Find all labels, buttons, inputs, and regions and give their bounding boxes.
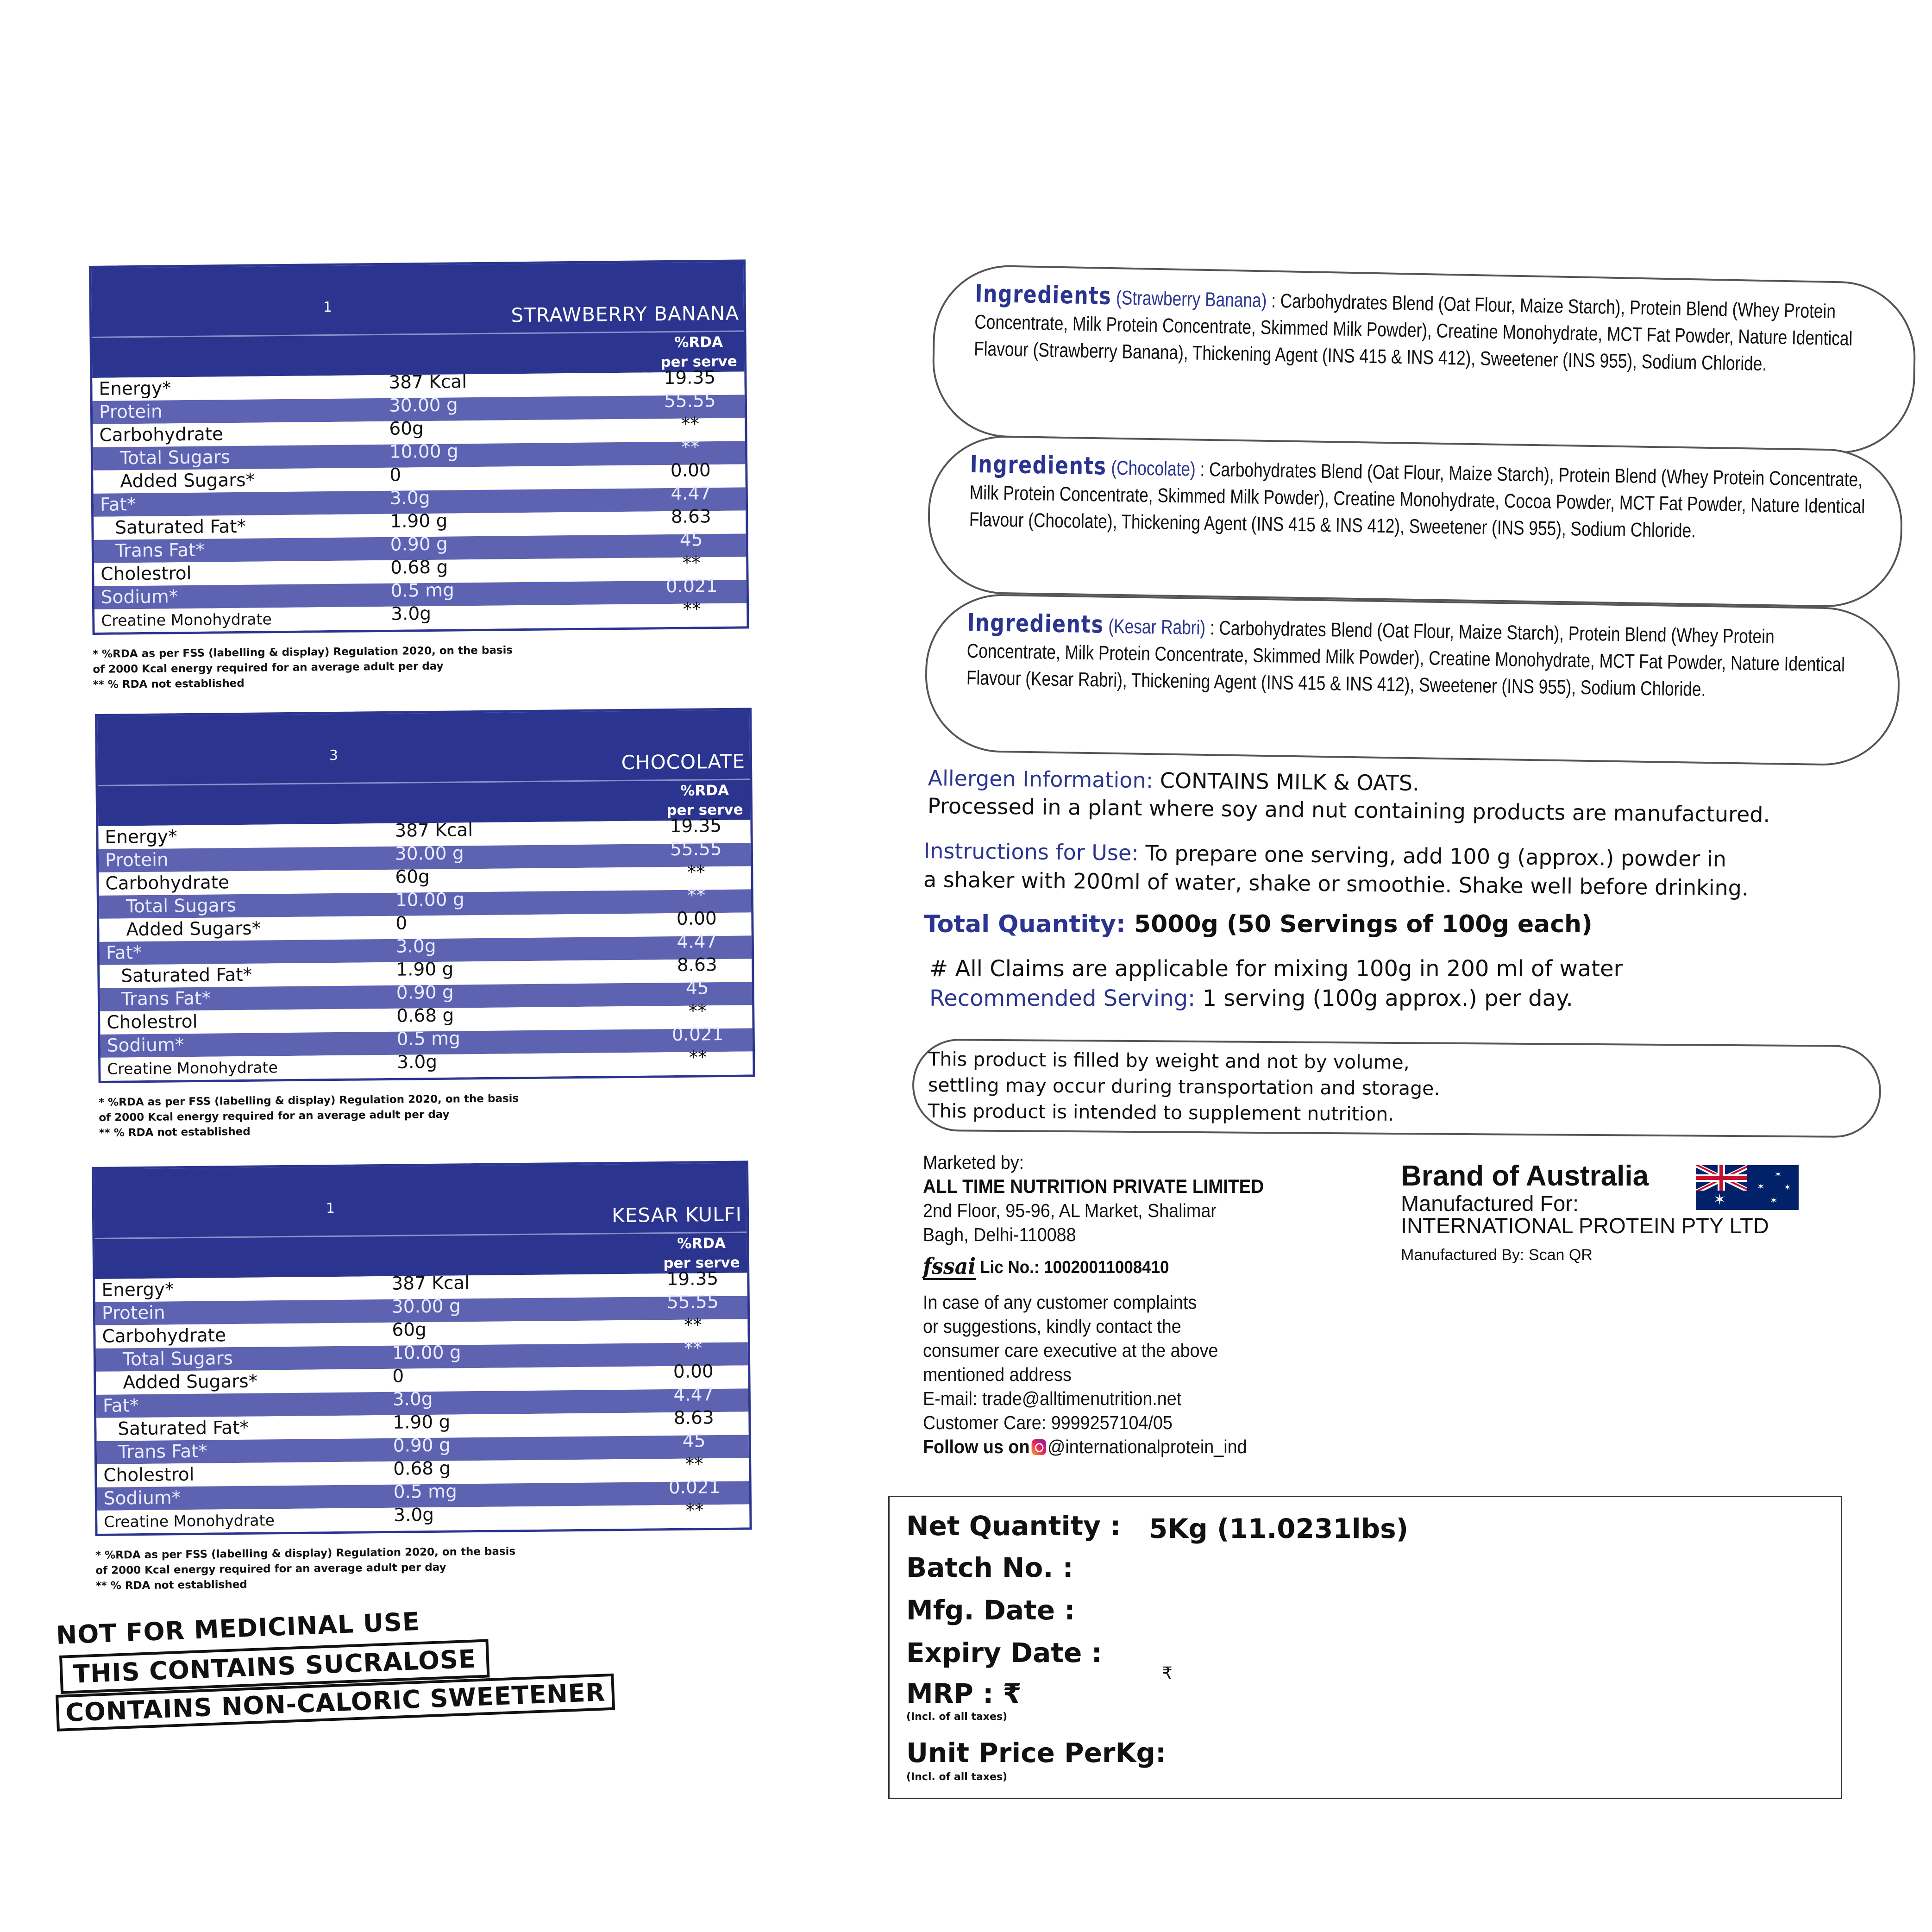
nutrient-rda: 19.35 xyxy=(666,1268,719,1290)
nutrient-name: Creatine Monohydrate xyxy=(101,610,272,630)
nutrient-rda: 0.021 xyxy=(665,576,718,597)
nutrition-panel-kesar-kulfi xyxy=(92,1160,753,1594)
nutrient-quantity: 0.5 mg xyxy=(393,1481,458,1503)
nutrient-quantity: 3.0g xyxy=(389,487,430,509)
mrp-tax-note: (Incl. of all taxes) xyxy=(906,1711,1008,1723)
footnote: * %RDA as per FSS (labelling & display) Regulation 2020, on the basis xyxy=(98,1092,519,1109)
nutrient-rda: ** xyxy=(683,599,701,620)
serving-number: 3 xyxy=(329,747,339,764)
ingredients-chocolate xyxy=(927,434,1903,608)
nutrient-name: Total Sugars xyxy=(122,1348,233,1370)
ingredients-heading: Ingredients xyxy=(970,450,1107,481)
nutrient-quantity: 60g xyxy=(395,866,430,888)
claims-note: # All Claims are applicable for mixing 100g in 200 ml of water xyxy=(929,956,1623,982)
nutrient-rda: ** xyxy=(685,1454,703,1475)
australia-flag-icon: ✶ ✶ ✶ ✶ ✶ xyxy=(1696,1165,1799,1210)
nutrient-name: Protein xyxy=(99,401,163,423)
nutrient-name: Cholestrol xyxy=(103,1464,194,1486)
email: E-mail: trade@alltimenutrition.net xyxy=(923,1388,1182,1409)
nutrient-name: Sodium* xyxy=(107,1035,184,1056)
nutrient-rda: 0.00 xyxy=(676,908,717,929)
nutrient-quantity: 0.68 g xyxy=(393,1458,451,1480)
nutrient-quantity: 10.00 g xyxy=(389,441,458,463)
nutrient-quantity: 0.90 g xyxy=(393,1435,451,1456)
rda-footnotes xyxy=(99,1089,756,1141)
nutrient-name: Carbohydrate xyxy=(102,1325,226,1347)
nutrient-quantity: 3.0g xyxy=(395,935,436,957)
unit-price-kg: Kg: xyxy=(1115,1737,1167,1769)
disclaimer-line-2: settling may occur during transportation and storage. xyxy=(928,1073,1440,1100)
marketer-address-2: Bagh, Delhi-110088 xyxy=(923,1224,1076,1245)
nutrient-name: Carbohydrate xyxy=(105,872,230,894)
nutrient-name: Fat* xyxy=(102,1395,139,1417)
nutrient-quantity: 0.68 g xyxy=(396,1005,454,1027)
disclaimer-line-3: This product is intended to supplement nutrition. xyxy=(928,1099,1394,1125)
unit-price-text: Unit Price Per xyxy=(906,1737,1116,1769)
nutrient-rda: 45 xyxy=(685,978,709,999)
ingredients-flavor: (Strawberry Banana) xyxy=(1116,287,1267,312)
nutrient-name: Total Sugars xyxy=(119,447,231,469)
nutrient-quantity: 30.00 g xyxy=(391,1296,461,1317)
allergen-information xyxy=(928,764,1770,828)
footnote: * %RDA as per FSS (labelling & display) Regulation 2020, on the basis xyxy=(95,1545,516,1562)
nutrient-quantity: 0.5 mg xyxy=(396,1028,461,1050)
nutrient-name: Energy* xyxy=(101,1279,174,1301)
footnote: ** % RDA not established xyxy=(99,1125,251,1139)
ingredients-text: : Carbohydrates Blend (Oat Flour, Maize Starch), Protein Blend (Whey Protein Concentrate, Milk Protein Concentrate, Skimmed Milk Powder), Creatine Monohydrate, MCT Fat Powder, Nature Identical Flavour (Kesar Rabri), Thickening Agent (INS 415 & INS 412), Sweetener (INS 955), Sodium Chloride. xyxy=(966,617,1845,701)
footnote: * %RDA as per FSS (labelling & display) Regulation 2020, on the basis xyxy=(92,644,513,660)
nutrient-rda: ** xyxy=(687,862,706,883)
flavor-title: CHOCOLATE xyxy=(621,750,746,774)
nutrient-rda: ** xyxy=(688,1001,707,1022)
marketer-company: ALL TIME NUTRITION PRIVATE LIMITED xyxy=(923,1175,1264,1197)
instructions-label: Instructions for Use: xyxy=(923,838,1139,866)
mrp-label: MRP : ₹ xyxy=(906,1678,1022,1709)
nutrient-quantity: 3.0g xyxy=(391,603,432,625)
nutrient-name: Fat* xyxy=(106,942,142,964)
nutrient-rda: ** xyxy=(682,552,701,574)
nutrient-quantity: 0.90 g xyxy=(390,533,448,555)
nutrient-rda: 0.00 xyxy=(673,1361,714,1382)
instructions-for-use xyxy=(923,836,1749,903)
expiry-date-label: Expiry Date : xyxy=(906,1637,1102,1669)
nutrient-quantity: 387 Kcal xyxy=(395,820,473,841)
nutrient-quantity: 60g xyxy=(389,418,424,439)
rda-footnotes xyxy=(93,640,750,693)
nutrient-rda: 4.47 xyxy=(671,483,711,504)
instagram-icon xyxy=(1031,1439,1046,1455)
allergen-text: CONTAINS MILK & OATS. xyxy=(1160,768,1419,796)
nutrient-name: Cholestrol xyxy=(107,1011,198,1033)
care-line-2: or suggestions, kindly contact the xyxy=(923,1316,1181,1337)
nutrient-name: Trans Fat* xyxy=(118,1441,208,1463)
care-line-1: In case of any customer complaints xyxy=(923,1292,1197,1313)
nutrient-name: Added Sugars* xyxy=(120,470,255,492)
nutrient-rda: ** xyxy=(681,414,700,435)
brand-title: Brand of Australia xyxy=(1401,1160,1649,1192)
ingredients-flavor: (Chocolate) xyxy=(1111,457,1196,481)
rda-subheader: per serve xyxy=(660,353,737,371)
nutrient-quantity: 0.68 g xyxy=(390,557,448,578)
instructions-line-2: a shaker with 200ml of water, shake or smoothie. Shake well before drinking. xyxy=(923,866,1749,901)
nutrient-name: Added Sugars* xyxy=(126,918,261,941)
nutrient-rda: 8.63 xyxy=(671,506,711,527)
nutrient-name: Saturated Fat* xyxy=(115,516,246,539)
nutrient-quantity: 0.90 g xyxy=(396,982,454,1004)
nutrient-rda: 8.63 xyxy=(677,954,717,976)
nutrient-quantity: 1.90 g xyxy=(393,1411,451,1433)
nutrient-name: Total Sugars xyxy=(125,895,237,917)
nutrient-quantity: 1.90 g xyxy=(390,510,448,532)
nutrient-rda: ** xyxy=(687,885,706,906)
nutrient-quantity: 1.90 g xyxy=(396,959,454,980)
nutrient-name: Saturated Fat* xyxy=(118,1417,249,1440)
disclaimer-box xyxy=(912,1039,1881,1138)
net-quantity-label: Net Quantity : xyxy=(906,1510,1121,1542)
footnote: of 2000 Kcal energy required for an average adult per day xyxy=(95,1561,446,1577)
net-quantity-value: 5Kg (11.0231lbs) xyxy=(1149,1513,1409,1544)
nutrient-name: Cholestrol xyxy=(100,563,192,585)
total-quantity-value: 5000g (50 Servings of 100g each) xyxy=(1134,910,1593,938)
nutrient-rda: 55.55 xyxy=(664,390,716,412)
serving-number: 1 xyxy=(326,1200,335,1217)
manufacturer-company: INTERNATIONAL PROTEIN PTY LTD xyxy=(1401,1213,1769,1238)
nutrient-name: Sodium* xyxy=(100,586,178,608)
footnote: of 2000 Kcal energy required for an average adult per day xyxy=(99,1108,450,1124)
instructions-text: To prepare one serving, add 100 g (approx.) powder in xyxy=(1145,841,1727,872)
nutrient-quantity: 3.0g xyxy=(394,1504,434,1526)
nutrient-rda: ** xyxy=(681,437,700,458)
manufactured-for-label: Manufactured For: xyxy=(1401,1191,1579,1216)
nutrient-rda: 45 xyxy=(682,1430,706,1452)
nutrient-name: Protein xyxy=(105,849,169,871)
total-quantity xyxy=(924,910,1593,938)
care-line-4: mentioned address xyxy=(923,1364,1072,1385)
nutrient-rda: 0.00 xyxy=(670,460,711,481)
nutrient-quantity: 3.0g xyxy=(397,1051,438,1073)
allergen-label: Allergen Information: xyxy=(928,765,1154,793)
nutrient-name: Trans Fat* xyxy=(115,539,205,562)
nutrient-rda: 19.35 xyxy=(670,815,722,837)
rda-header: %RDA xyxy=(680,782,729,799)
recommended-serving-label: Recommended Serving: xyxy=(929,985,1196,1011)
nutrient-rda: 55.55 xyxy=(670,839,722,860)
recommended-serving-text: 1 serving (100g approx.) per day. xyxy=(1202,985,1573,1011)
nutrition-panel-chocolate xyxy=(95,708,756,1141)
nutrient-rda: 4.47 xyxy=(677,931,717,953)
marketer-block xyxy=(923,1150,1264,1459)
ingredients-strawberry-banana xyxy=(931,264,1917,455)
nutrient-quantity: 0 xyxy=(392,1366,404,1387)
mrp-rupee-symbol: ₹ xyxy=(1162,1664,1173,1683)
nutrient-quantity: 10.00 g xyxy=(392,1342,461,1364)
rda-header: %RDA xyxy=(677,1235,726,1252)
rda-header: %RDA xyxy=(674,333,723,351)
nutrient-quantity: 387 Kcal xyxy=(389,371,467,393)
nutrient-quantity: 0.5 mg xyxy=(390,580,455,602)
nutrient-quantity: 0 xyxy=(395,913,408,934)
footnote: of 2000 Kcal energy required for an average adult per day xyxy=(93,660,444,676)
ingredients-text: : Carbohydrates Blend (Oat Flour, Maize Starch), Protein Blend (Whey Protein Concentrate, Milk Protein Concentrate, Skimmed Milk Powder), Creatine Monohydrate, Cocoa Powder, MCT Fat Powder, Nature Identical Flavour (Chocolate), Thickening Agent (INS 415 & INS 412), Sweetener (INS 955), Sodium Chloride. xyxy=(969,458,1865,542)
fssai-logo: fssai xyxy=(923,1254,976,1280)
mfg-date-label: Mfg. Date : xyxy=(906,1594,1075,1626)
nutrient-rda: 8.63 xyxy=(673,1407,714,1429)
rda-footnotes xyxy=(95,1542,753,1594)
nutrient-name: Carbohydrate xyxy=(99,424,224,446)
nutrient-rda: 0.021 xyxy=(668,1477,721,1499)
nutrient-name: Sodium* xyxy=(103,1487,181,1509)
total-quantity-label: Total Quantity: xyxy=(924,910,1126,938)
unit-price-label xyxy=(906,1737,1166,1769)
disclaimer-line-1: This product is filled by weight and not by volume, xyxy=(928,1048,1410,1074)
nutrition-table xyxy=(89,259,749,635)
nutrient-quantity: 30.00 g xyxy=(395,843,464,865)
non-caloric-sweetener-warning: CONTAINS NON-CALORIC SWEETENER xyxy=(56,1674,615,1731)
allergen-processing-note: Processed in a plant where soy and nut containing products are manufactured. xyxy=(927,793,1770,828)
net-quantity-box xyxy=(888,1496,1842,1799)
nutrient-name: Creatine Monohydrate xyxy=(107,1058,278,1078)
nutrient-name: Protein xyxy=(101,1302,165,1324)
nutrient-rda: 45 xyxy=(679,529,703,551)
claims-block xyxy=(929,954,1623,1013)
footnote: ** % RDA not established xyxy=(95,1578,247,1592)
batch-no-label: Batch No. : xyxy=(906,1552,1073,1583)
nutrient-name: Trans Fat* xyxy=(121,988,211,1010)
nutrient-rda: ** xyxy=(684,1338,703,1359)
nutrition-header xyxy=(91,262,744,378)
manufactured-by: Manufactured By: Scan QR xyxy=(1401,1246,1593,1264)
ingredients-flavor: (Kesar Rabri) xyxy=(1108,615,1206,639)
nutrient-quantity: 0 xyxy=(389,464,401,486)
nutrient-name: Saturated Fat* xyxy=(121,964,252,987)
nutrient-rda: 19.35 xyxy=(664,367,716,389)
ingredients-heading: Ingredients xyxy=(974,280,1112,311)
nutrient-quantity: 10.00 g xyxy=(395,889,464,911)
not-for-medicinal-use: NOT FOR MEDICINAL USE xyxy=(56,1606,420,1650)
nutrient-quantity: 60g xyxy=(392,1319,427,1341)
nutrient-rda: 0.021 xyxy=(671,1024,724,1046)
nutrient-name: Energy* xyxy=(105,826,177,848)
flavor-title: KESAR KULFI xyxy=(611,1203,742,1227)
serving-number: 1 xyxy=(323,299,332,316)
marketed-by-label: Marketed by: xyxy=(923,1152,1024,1173)
nutrition-header xyxy=(97,710,750,826)
nutrient-name: Fat* xyxy=(100,494,136,515)
nutrient-rda: ** xyxy=(689,1047,707,1068)
nutrient-name: Energy* xyxy=(99,378,171,400)
nutrition-table xyxy=(95,708,755,1083)
unit-price-tax-note: (Incl. of all taxes) xyxy=(906,1771,1008,1783)
nutrition-panel-strawberry-banana xyxy=(89,259,750,693)
nutrient-quantity: 3.0g xyxy=(392,1388,433,1410)
follow-label: Follow us on xyxy=(923,1436,1030,1457)
ingredients-text: : Carbohydrates Blend (Oat Flour, Maize Starch), Protein Blend (Whey Protein Concentrate, Milk Protein Concentrate, Skimmed Milk Powder), Creatine Monohydrate, MCT Fat Powder, Nature Identical Flavour (Strawberry Banana), Thickening Agent (INS 415 & INS 412), Sweetener (INS 955), Sodium Chloride. xyxy=(973,289,1853,376)
flavor-title: STRAWBERRY BANANA xyxy=(511,301,740,327)
fssai-license: Lic No.: 10020011008410 xyxy=(980,1258,1169,1277)
rda-subheader: per serve xyxy=(666,801,743,819)
instagram-handle: @internationalprotein_ind xyxy=(1048,1436,1247,1457)
nutrient-name: Creatine Monohydrate xyxy=(104,1511,275,1531)
nutrient-rda: 55.55 xyxy=(666,1292,719,1313)
sucralose-warning: THIS CONTAINS SUCRALOSE xyxy=(59,1639,489,1694)
rda-subheader: per serve xyxy=(663,1254,740,1272)
nutrient-rda: 4.47 xyxy=(673,1384,714,1405)
nutrient-name: Added Sugars* xyxy=(123,1371,258,1393)
ingredients-heading: Ingredients xyxy=(967,608,1104,639)
customer-care-phone: Customer Care: 9999257104/05 xyxy=(923,1412,1173,1433)
nutrient-rda: ** xyxy=(685,1500,704,1521)
nutrient-quantity: 387 Kcal xyxy=(391,1273,470,1294)
ingredients-kesar-rabri xyxy=(924,593,1901,766)
nutrient-quantity: 30.00 g xyxy=(389,395,458,416)
nutrient-rda: ** xyxy=(684,1315,703,1336)
marketer-address-1: 2nd Floor, 95-96, AL Market, Shalimar xyxy=(923,1200,1217,1221)
nutrition-header xyxy=(94,1163,747,1279)
footnote: ** % RDA not established xyxy=(93,677,245,691)
care-line-3: consumer care executive at the above xyxy=(923,1340,1218,1361)
nutrition-table xyxy=(92,1160,752,1536)
